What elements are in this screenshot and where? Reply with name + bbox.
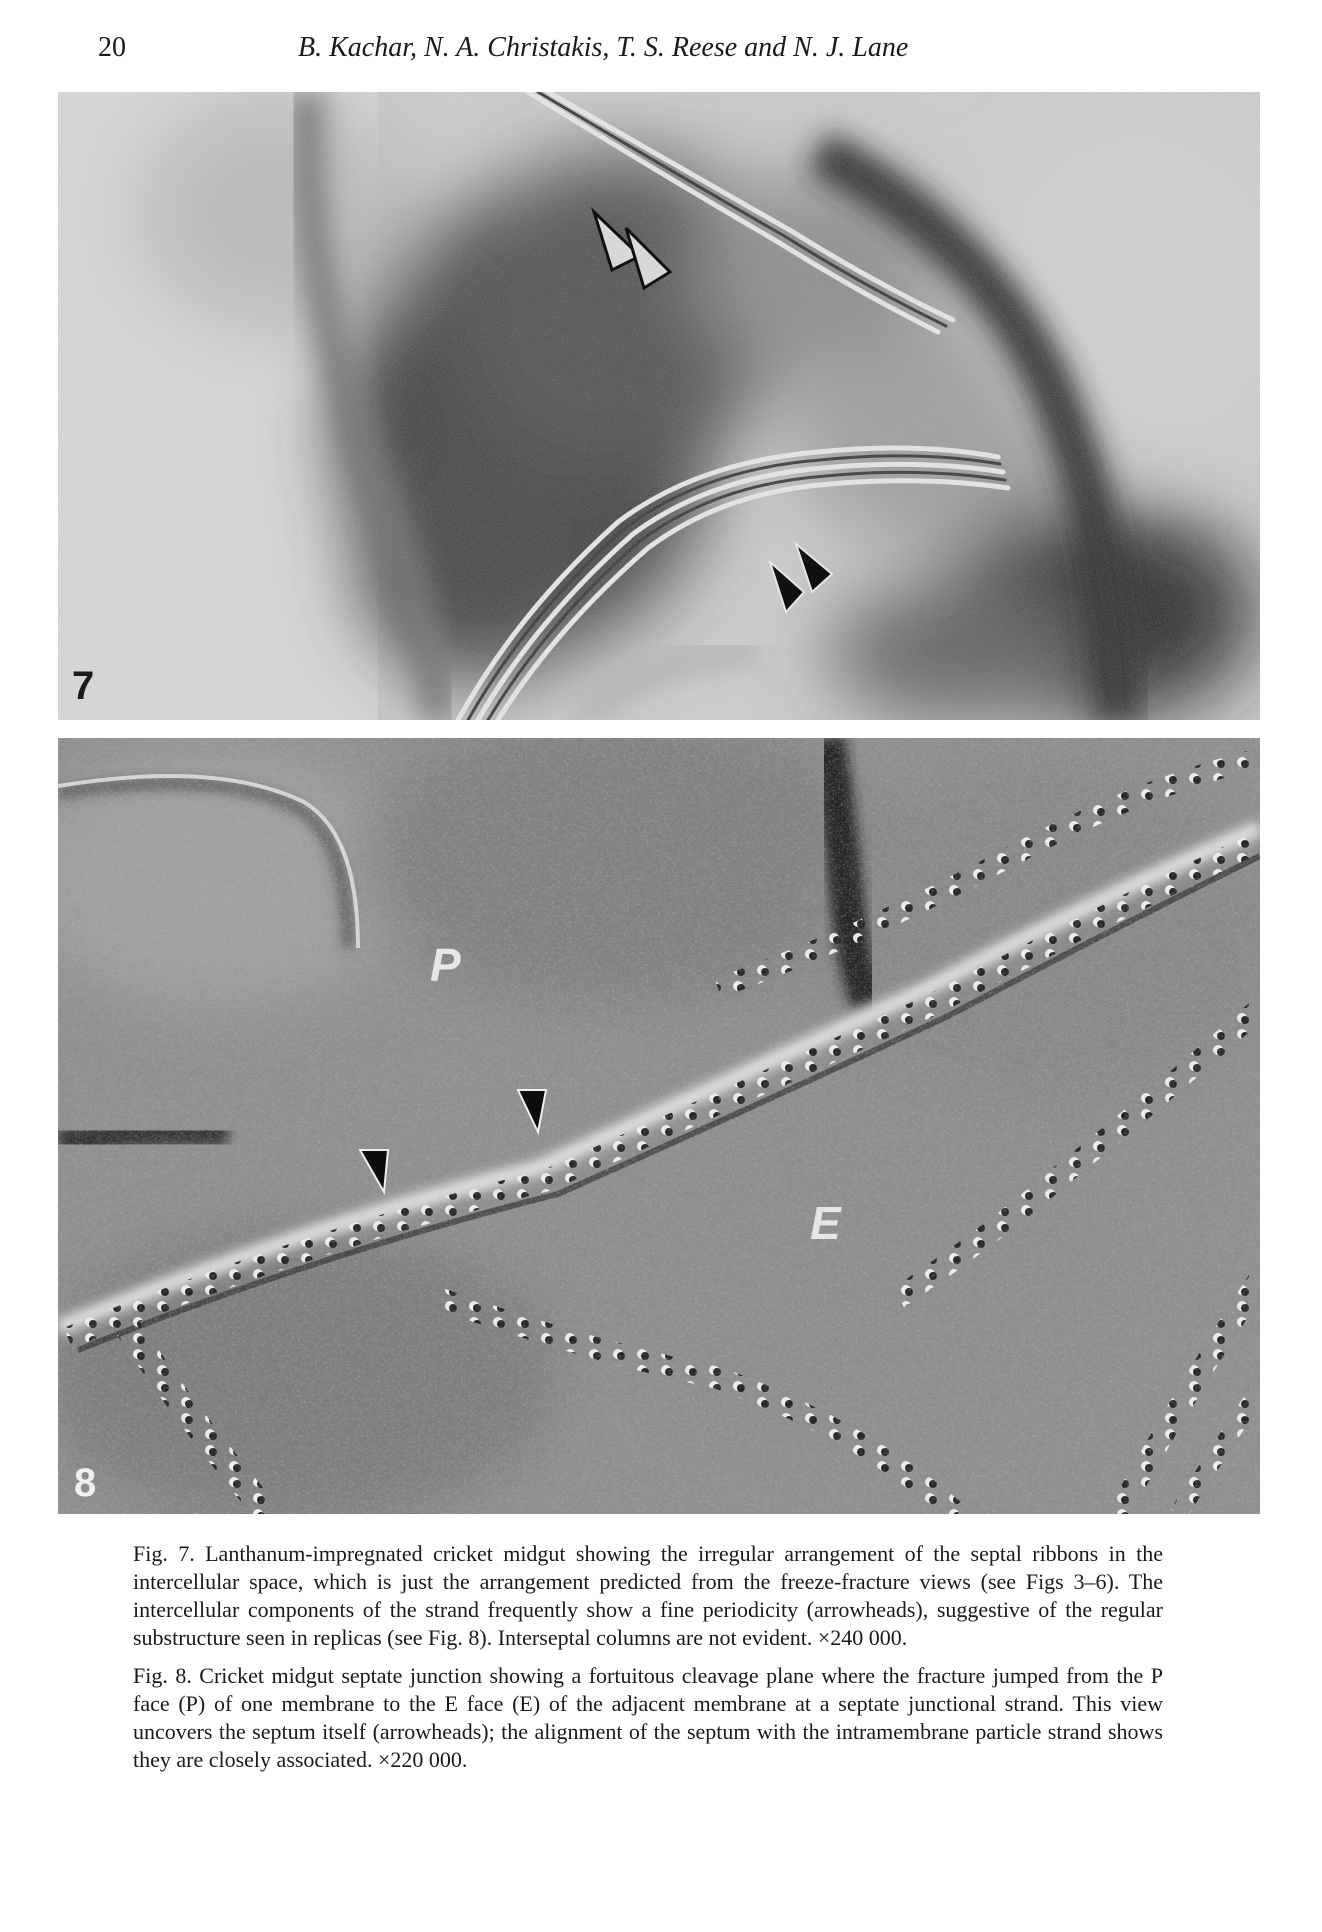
figure-7-caption: Fig. 7. Lanthanum-impregnated cricket midgut showing the irregular arrangement of the septal ribbons in the intercellular space, which is just the arrangement predicted from the freeze-fracture views (see Figs 3–6). The intercellular components of the strand frequently show a fine periodicity (arrowheads), suggestive of the regular substructure seen in replicas (see Fig. 8). Interseptal columns are not evident. ×240 000. xyxy=(133,1541,1163,1650)
figure-8-panel-number: 8 xyxy=(74,1461,97,1505)
figure-captions xyxy=(133,1540,1163,1784)
running-head: B. Kachar, N. A. Christakis, T. S. Reese and N. J. Lane xyxy=(298,32,909,63)
figure-8-e-face-label: E xyxy=(810,1197,841,1249)
figure-8-image xyxy=(58,738,1260,1514)
figure-7-panel-number: 7 xyxy=(72,664,95,708)
figure-7-micrograph xyxy=(58,92,1260,720)
figure-7-image xyxy=(58,92,1260,720)
figure-8-caption: Fig. 8. Cricket midgut septate junction showing a fortuitous cleavage plane where the fracture jumped from the P face (P) of one membrane to the E face (E) of the adjacent membrane at a septate junctional strand. This view uncovers the septum itself (arrowheads); the alignment of the septum with the intramembrane particle strand shows they are closely associated. ×220 000. xyxy=(133,1663,1163,1772)
page-number: 20 xyxy=(98,32,126,63)
figure-8-p-face-label: P xyxy=(430,939,461,991)
figure-8-micrograph xyxy=(58,738,1260,1514)
